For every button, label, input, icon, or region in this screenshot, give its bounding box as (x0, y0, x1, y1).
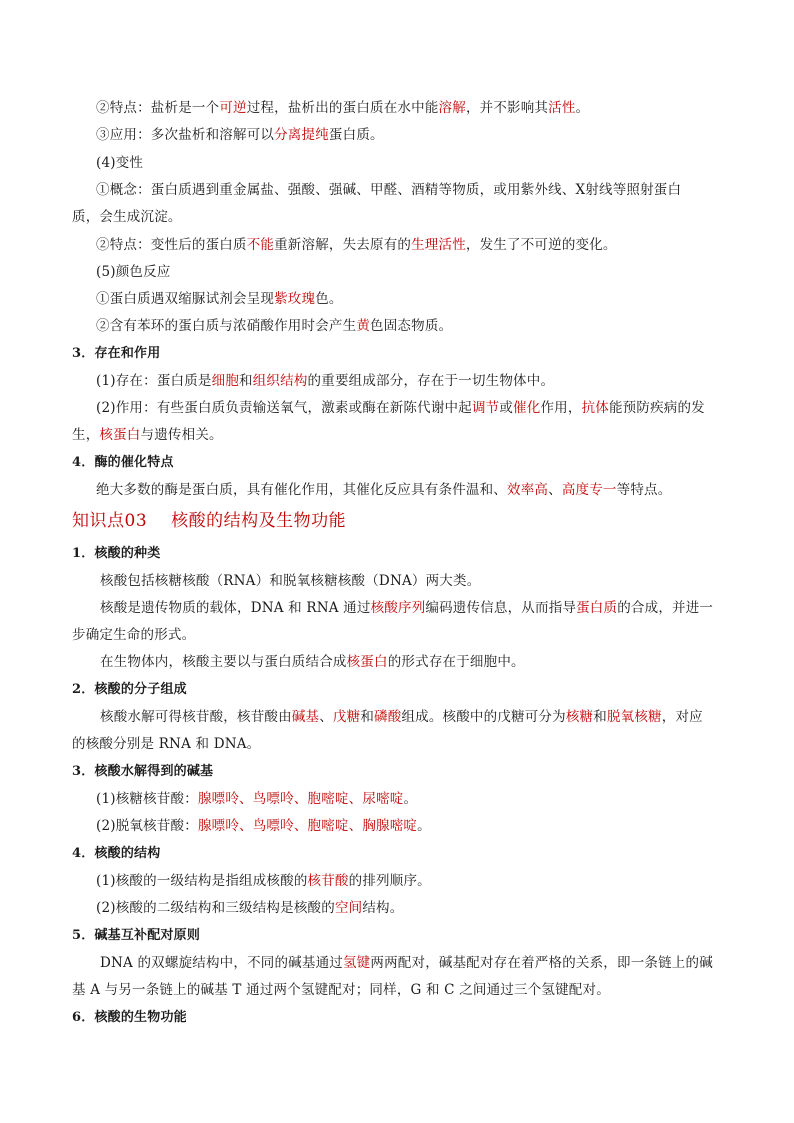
section-heading: 3．存在和作用 (72, 346, 161, 361)
text-line: DNA 的双螺旋结构中，不同的碱基通过氢键两两配对，碱基配对存在着严格的关系，即一条链上的碱 (100, 955, 713, 971)
text-line: (2)核酸的二级结构和三级结构是核酸的空间结构。 (96, 900, 404, 916)
section-heading: 5．碱基互补配对原则 (72, 928, 201, 943)
text-line: (1)存在：蛋白质是细胞和组织结构的重要组成部分，存在于一切生物体中。 (96, 373, 555, 389)
text-line: ①蛋白质遇双缩脲试剂会呈现紫玫瑰色。 (96, 291, 343, 307)
section-heading: 3．核酸水解得到的碱基 (72, 764, 214, 779)
text-line: 核酸水解可得核苷酸，核苷酸由碱基、戊糖和磷酸组成。核酸中的戊糖可分为核糖和脱氧核糖，对应 (100, 709, 703, 725)
text-line: (2)脱氧核苷酸：腺嘌呤、鸟嘌呤、胞嘧啶、胸腺嘧啶。 (96, 818, 431, 834)
text-line: 核酸包括核糖核酸（RNA）和脱氧核糖核酸（DNA）两大类。 (100, 573, 481, 589)
text-line: (1)核糖核苷酸：腺嘌呤、鸟嘌呤、胞嘧啶、尿嘧啶。 (96, 791, 418, 807)
text-line: ②特点：变性后的蛋白质不能重新溶解，失去原有的生理活性，发生了不可逆的变化。 (96, 237, 617, 253)
text-line: ②含有苯环的蛋白质与浓硝酸作用时会产生黄色固态物质。 (96, 318, 453, 334)
text-line: (5)颜色反应 (96, 264, 171, 280)
section-heading: 4．核酸的结构 (72, 846, 161, 861)
knowledge-point-title: 知识点03 核酸的结构及生物功能 (72, 511, 347, 531)
section-heading: 1．核酸的种类 (72, 546, 161, 561)
text-line: ①概念：蛋白质遇到重金属盐、强酸、强碱、甲醛、酒精等物质，或用紫外线、X射线等照射蛋白 (96, 182, 682, 198)
text-line: 的核酸分别是 RNA 和 DNA。 (72, 736, 261, 752)
text-line: 基 A 与另一条链上的碱基 T 通过两个氢键配对；同样，G 和 C 之间通过三个氢键配对。 (72, 982, 610, 998)
text-line: (4)变性 (96, 155, 144, 171)
text-line: (1)核酸的一级结构是指组成核酸的核苷酸的排列顺序。 (96, 873, 431, 889)
text-line: 质，会生成沉淀。 (72, 209, 182, 225)
text-line: 生，核蛋白与遗传相关。 (72, 427, 223, 443)
section-heading: 4．酶的催化特点 (72, 455, 174, 470)
text-line: ②特点：盐析是一个可逆过程，盐析出的蛋白质在水中能溶解，并不影响其活性。 (96, 100, 590, 116)
text-line: 核酸是遗传物质的载体，DNA 和 RNA 通过核酸序列编码遗传信息，从而指导蛋白质的合成，并进一 (100, 600, 714, 616)
section-heading: 6．核酸的生物功能 (72, 1010, 187, 1025)
text-line: (2)作用：有些蛋白质负责输送氧气，激素或酶在新陈代谢中起调节或催化作用，抗体能预防疾病的发 (96, 400, 705, 416)
text-line: 在生物体内，核酸主要以与蛋白质结合成核蛋白的形式存在于细胞中。 (100, 654, 525, 670)
text-line: ③应用：多次盐析和溶解可以分离提纯蛋白质。 (96, 127, 384, 143)
text-line: 绝大多数的酶是蛋白质，具有催化作用，其催化反应具有条件温和、效率高、高度专一等特点。 (96, 482, 672, 498)
text-line: 步确定生命的形式。 (72, 627, 196, 643)
section-heading: 2．核酸的分子组成 (72, 682, 187, 697)
